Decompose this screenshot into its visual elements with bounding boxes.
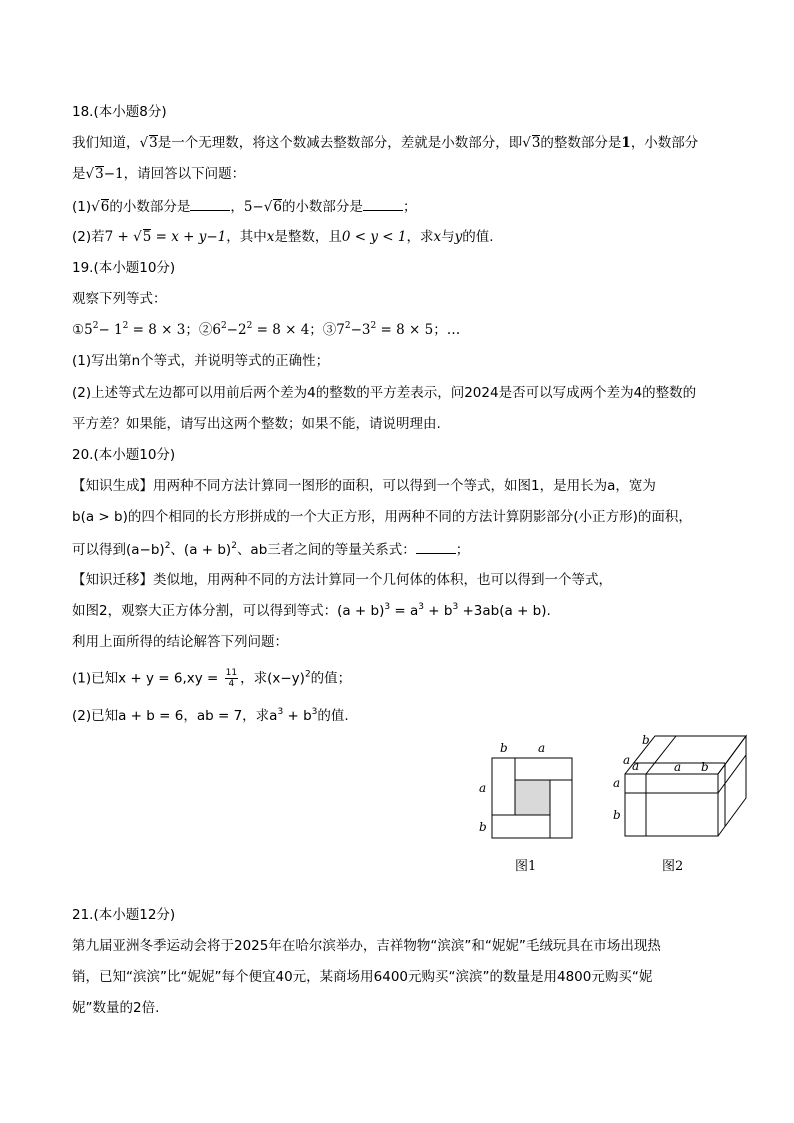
- fraction: [225, 668, 238, 689]
- equation-part: ③7: [322, 322, 345, 338]
- figure-1-caption: 图1: [515, 859, 537, 874]
- q21-line3: 妮”数量的2倍.: [72, 1000, 160, 1016]
- radicand: 6: [100, 199, 110, 215]
- text: (2)已知a + b = 6，ab = 7，求a: [72, 708, 278, 724]
- figure-2-caption: 图2: [662, 859, 684, 874]
- answer-blank[interactable]: [416, 539, 456, 554]
- q19-subquestion-1: (1)写出第n个等式，并说明等式的正确性；: [72, 353, 330, 369]
- q19-intro: 观察下列等式：: [72, 291, 167, 307]
- exponent: 2: [304, 669, 311, 680]
- q19-subquestion-2-line2: 平方差？如果能，请写出这两个整数；如果不能，请说明理由.: [72, 416, 441, 432]
- text: (2)若: [72, 229, 105, 245]
- sqrt-symbol: √: [91, 199, 100, 215]
- expression: 5−: [243, 199, 264, 215]
- q21-header: 21.(本小题12分): [72, 907, 176, 923]
- sqrt-symbol: √: [263, 199, 273, 215]
- label-a: a: [538, 741, 546, 755]
- text: (1)已知x + y = 6,xy =: [72, 670, 223, 687]
- q18-subquestion-1: [72, 196, 416, 217]
- q20-knowledge-2-line1: 【知识迁移】类似地，用两种不同的方法计算同一个几何体的体积，也可以得到一个等式，: [72, 572, 612, 588]
- exponent: 3: [452, 602, 459, 612]
- label-a: a: [674, 760, 682, 774]
- q20-use-results: 利用上面所得的结论解答下列问题：: [72, 634, 288, 650]
- exponent: 2: [231, 541, 237, 551]
- variable: x: [266, 229, 275, 245]
- q18-header: 18.(本小题8分): [72, 104, 167, 120]
- q19-equations: [72, 320, 460, 340]
- exponent: 2: [246, 321, 253, 331]
- exponent: 2: [164, 541, 171, 551]
- radicand: 3: [149, 135, 158, 151]
- cube-edge: [718, 755, 746, 793]
- text: 、ab三者之间的等量关系式：: [236, 542, 416, 558]
- radicand: 3: [531, 135, 541, 151]
- text: ，其中: [226, 229, 267, 245]
- variable: x: [433, 229, 442, 245]
- figure-1-square-diagram: [470, 735, 585, 845]
- radicand: 3: [95, 166, 104, 182]
- text: 的小数部分是: [281, 199, 363, 215]
- label-a: a: [632, 759, 640, 773]
- exponent: 2: [344, 321, 351, 331]
- text: (1): [72, 199, 92, 215]
- equation-part: − 1: [98, 322, 123, 338]
- q18-paragraph-line2: [72, 164, 245, 184]
- equation-part: ②6: [198, 322, 221, 338]
- sqrt-symbol: √: [522, 135, 531, 151]
- text: ；: [455, 542, 470, 558]
- text: 的值.: [317, 708, 349, 724]
- text: ，请回答以下问题：: [123, 166, 246, 182]
- equation-part: ①5: [72, 322, 93, 338]
- exponent: 3: [311, 707, 318, 717]
- label-b: b: [613, 808, 621, 822]
- q20-knowledge-2-line2: [72, 601, 551, 621]
- text: = a: [390, 603, 419, 619]
- exponent: 3: [277, 707, 284, 717]
- text: 的小数部分是: [109, 199, 191, 215]
- variable: y: [454, 229, 463, 245]
- text: 是一个无理数，将这个数减去整数部分，差就是小数部分，即: [157, 135, 523, 151]
- q20-knowledge-1-line3: [72, 539, 469, 560]
- inequality: 0 < y < 1: [341, 229, 407, 245]
- label-a: a: [623, 753, 631, 767]
- sqrt-symbol: √: [139, 135, 149, 151]
- exponent: 3: [418, 602, 424, 612]
- exponent: 2: [122, 321, 129, 331]
- label-a: a: [479, 781, 487, 795]
- text: 、(a + b): [170, 542, 232, 558]
- text: +3ab(a + b).: [458, 603, 551, 619]
- text: ，求: [406, 229, 434, 245]
- label-a: a: [613, 776, 621, 790]
- expression: = x + y−1: [151, 229, 227, 245]
- figure-2-cube-diagram: [610, 730, 750, 840]
- exponent: 2: [92, 321, 99, 331]
- answer-blank[interactable]: [190, 196, 230, 211]
- exponent: 3: [384, 602, 391, 612]
- text: ，求(x−y): [240, 670, 305, 687]
- expression: 7 +: [104, 229, 134, 245]
- equation-part: = 8 × 4；: [252, 322, 323, 338]
- label-b: b: [701, 760, 709, 774]
- sqrt-symbol: √: [133, 229, 142, 245]
- exponent: 2: [370, 321, 377, 331]
- radicand: 5: [142, 229, 152, 245]
- text: 的值.: [462, 229, 494, 245]
- q18-subquestion-2: [72, 227, 494, 247]
- denominator: 4: [228, 679, 235, 689]
- q18-paragraph-line1: [72, 133, 698, 153]
- q20-knowledge-1-line2: b(a > b)的四个相同的长方形拼成的一个大正方形，用两种不同的方法计算阴影部分(小正方形)的面积，: [72, 509, 692, 525]
- expression: −1: [103, 166, 124, 182]
- text: 是整数，且: [274, 229, 342, 245]
- number: 1: [621, 135, 631, 151]
- text: 与: [441, 229, 455, 245]
- equation-part: −2: [226, 322, 247, 338]
- text: 的整数部分是: [540, 135, 622, 151]
- q19-subquestion-2-line1: (2)上述等式左边都可以用前后两个差为4的整数的平方差表示，问2024是否可以写成两个差为4的整数的: [72, 385, 697, 401]
- answer-blank[interactable]: [363, 196, 403, 211]
- cube-right-face: [718, 736, 746, 836]
- text: 我们知道，: [72, 135, 140, 151]
- sqrt-symbol: √: [85, 166, 95, 182]
- text: 的值；: [310, 670, 352, 687]
- text: ，小数部分: [630, 135, 699, 151]
- equation-part: = 8 × 5；…: [376, 322, 461, 338]
- text: ；: [402, 199, 417, 215]
- q20-header: 20.(本小题10分): [72, 447, 176, 463]
- text: 可以得到(a−b): [72, 542, 165, 558]
- numerator: 11: [225, 668, 238, 678]
- q21-line2: 销，已知“滨滨”比“妮妮”每个便宜40元，某商场用6400元购买“滨滨”的数量是用4800元购买“妮: [72, 969, 653, 985]
- label-b: b: [500, 741, 508, 755]
- equation-part: −3: [350, 322, 371, 338]
- text: 如图2，观察大正方体分割，可以得到等式：(a + b): [72, 603, 385, 619]
- q21-line1: 第九届亚洲冬季运动会将于2025年在哈尔滨举办，吉祥物物“滨滨”和“妮妮”毛绒玩具在市场出现热: [72, 938, 661, 954]
- equation-part: = 8 × 3；: [128, 322, 199, 338]
- exponent: 2: [220, 321, 227, 331]
- text: + b: [283, 708, 312, 724]
- label-b: b: [642, 733, 650, 747]
- cube-front-face: [625, 774, 718, 836]
- text: + b: [424, 603, 453, 619]
- text: 是: [72, 166, 86, 182]
- q20-knowledge-1-line1: 【知识生成】用两种不同方法计算同一图形的面积，可以得到一个等式，如图1，是用长为a，宽为: [72, 478, 656, 494]
- label-b: b: [479, 820, 487, 834]
- radicand: 6: [273, 199, 282, 215]
- q19-header: 19.(本小题10分): [72, 260, 176, 276]
- shaded-small-square: [515, 780, 550, 815]
- text: ，: [230, 199, 244, 215]
- q20-subquestion-1: [72, 668, 351, 689]
- q20-subquestion-2: [72, 706, 349, 726]
